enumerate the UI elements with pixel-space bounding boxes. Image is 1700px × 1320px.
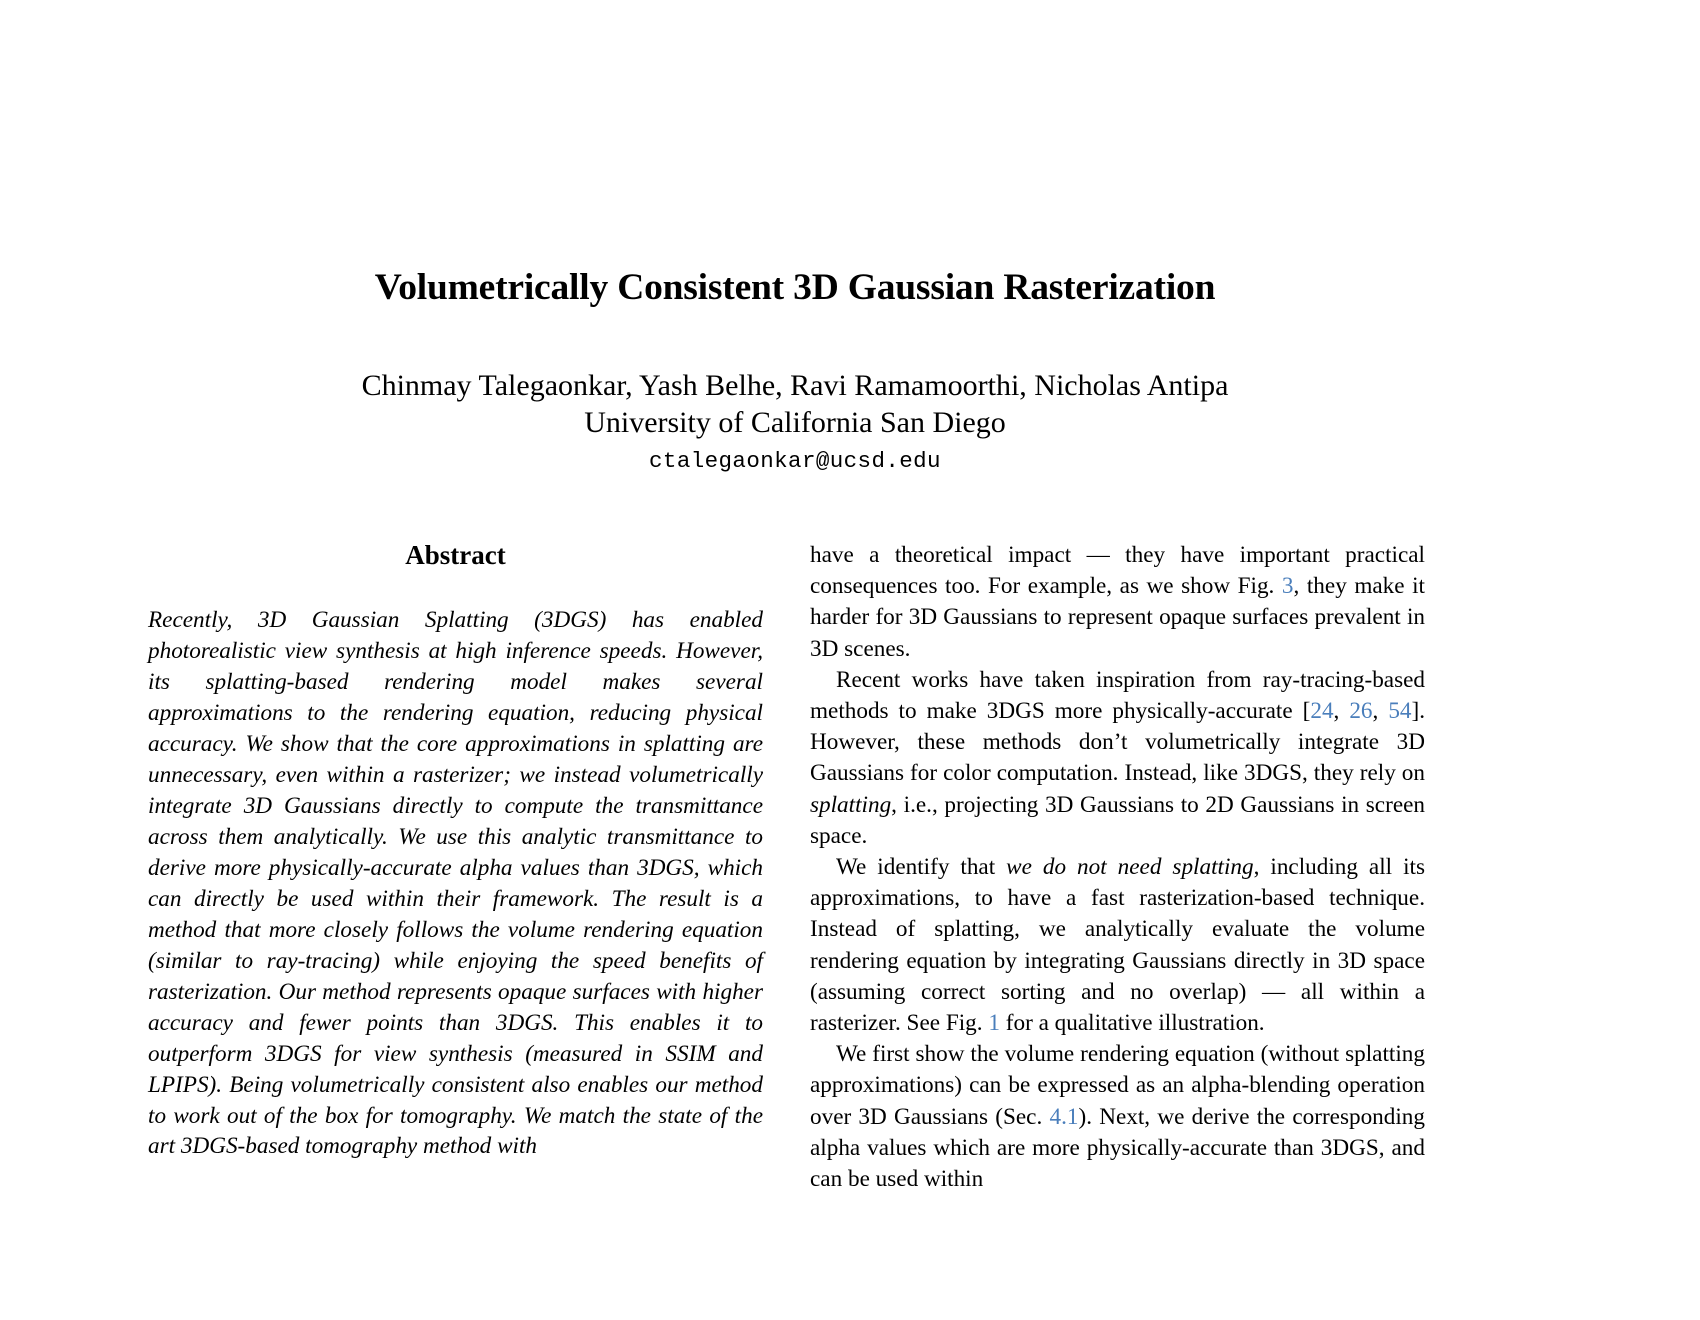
contact-email[interactable]: ctalegaonkar@ucsd.edu — [649, 448, 941, 475]
citation-link[interactable]: 3 — [1281, 573, 1294, 600]
emphasized-text: we do not need splatting — [1006, 854, 1254, 881]
citation-link[interactable]: 24 — [1310, 698, 1334, 725]
body-paragraph: We first show the volume rendering equation (without splatting approximations) can be expressed as an alpha-blending operation over 3D Gaussians (Sec. 4.1). Next, we derive the corresponding alpha values which are more physically-accurate than 3DGS, and can be used within — [810, 1041, 1425, 1193]
citation-link[interactable]: 4.1 — [1049, 1103, 1079, 1130]
introduction-body — [810, 540, 1425, 1195]
body-paragraph: Recent works have taken inspiration from ray-tracing-based methods to make 3DGS more physically-accurate [24, 26, 54]. However, these methods don’t volumetrically integrate 3D Gaussians for color computation. Instead, like 3DGS, they rely on splatting, i.e., projecting 3D Gaussians to 2D Gaussians in screen space. — [810, 666, 1426, 849]
abstract-heading: Abstract — [405, 540, 506, 570]
page-bottom-clip — [0, 1275, 1700, 1315]
right-column — [810, 540, 1425, 1195]
emphasized-text: splatting — [810, 791, 892, 818]
affiliation: University of California San Diego — [584, 405, 1006, 439]
left-column — [148, 540, 763, 1162]
author-names: Chinmay Talegaonkar, Yash Belhe, Ravi Ramamoorthi, Nicholas Antipa — [361, 369, 1229, 402]
page-title: Volumetrically Consistent 3D Gaussian Rasterization — [374, 267, 1216, 308]
citation-link[interactable]: 54 — [1388, 698, 1412, 725]
citation-link[interactable]: 26 — [1349, 698, 1373, 725]
citation-link[interactable]: 1 — [988, 1010, 1000, 1037]
abstract-text: Recently, 3D Gaussian Splatting (3DGS) has enabled photorealistic view synthesis at high inference speeds. However, its splatting-based rendering model makes several approximations to the rendering equation, reducing physical accuracy. We show that the core approximations in splatting are unnecessary, even within a rasterizer; we instead volumetrically integrate 3D Gaussians directly to compute the transmittance across them analytically. We use this analytic transmittance to derive more physically-accurate alpha values than 3DGS, which can directly be used within their framework. The result is a method that more closely follows the volume rendering equation (similar to ray-tracing) while enjoying the speed benefits of rasterization. Our method represents opaque surfaces with higher accuracy and fewer points than 3DGS. This enables it to outperform 3DGS for view synthesis (measured in SSIM and LPIPS). Being volumetrically consistent also enables our method to work out of the box for tomography. We match the state of the art 3DGS-based tomography method with — [148, 607, 763, 1160]
body-paragraph: have a theoretical impact — they have important practical consequences too. For example, as we show Fig. 3, they make it harder for 3D Gaussians to represent opaque surfaces prevalent in 3D scenes. — [810, 542, 1425, 662]
author-block — [150, 368, 1440, 474]
body-paragraph: We identify that we do not need splatting, including all its approximations, to have a fast rasterization-based technique. Instead of splatting, we analytically evaluate the volume rendering equation by integrating Gaussians directly in 3D space (assuming correct sorting and no overlap) — all within a rasterizer. See Fig. 1 for a qualitative illustration. — [810, 854, 1426, 1037]
